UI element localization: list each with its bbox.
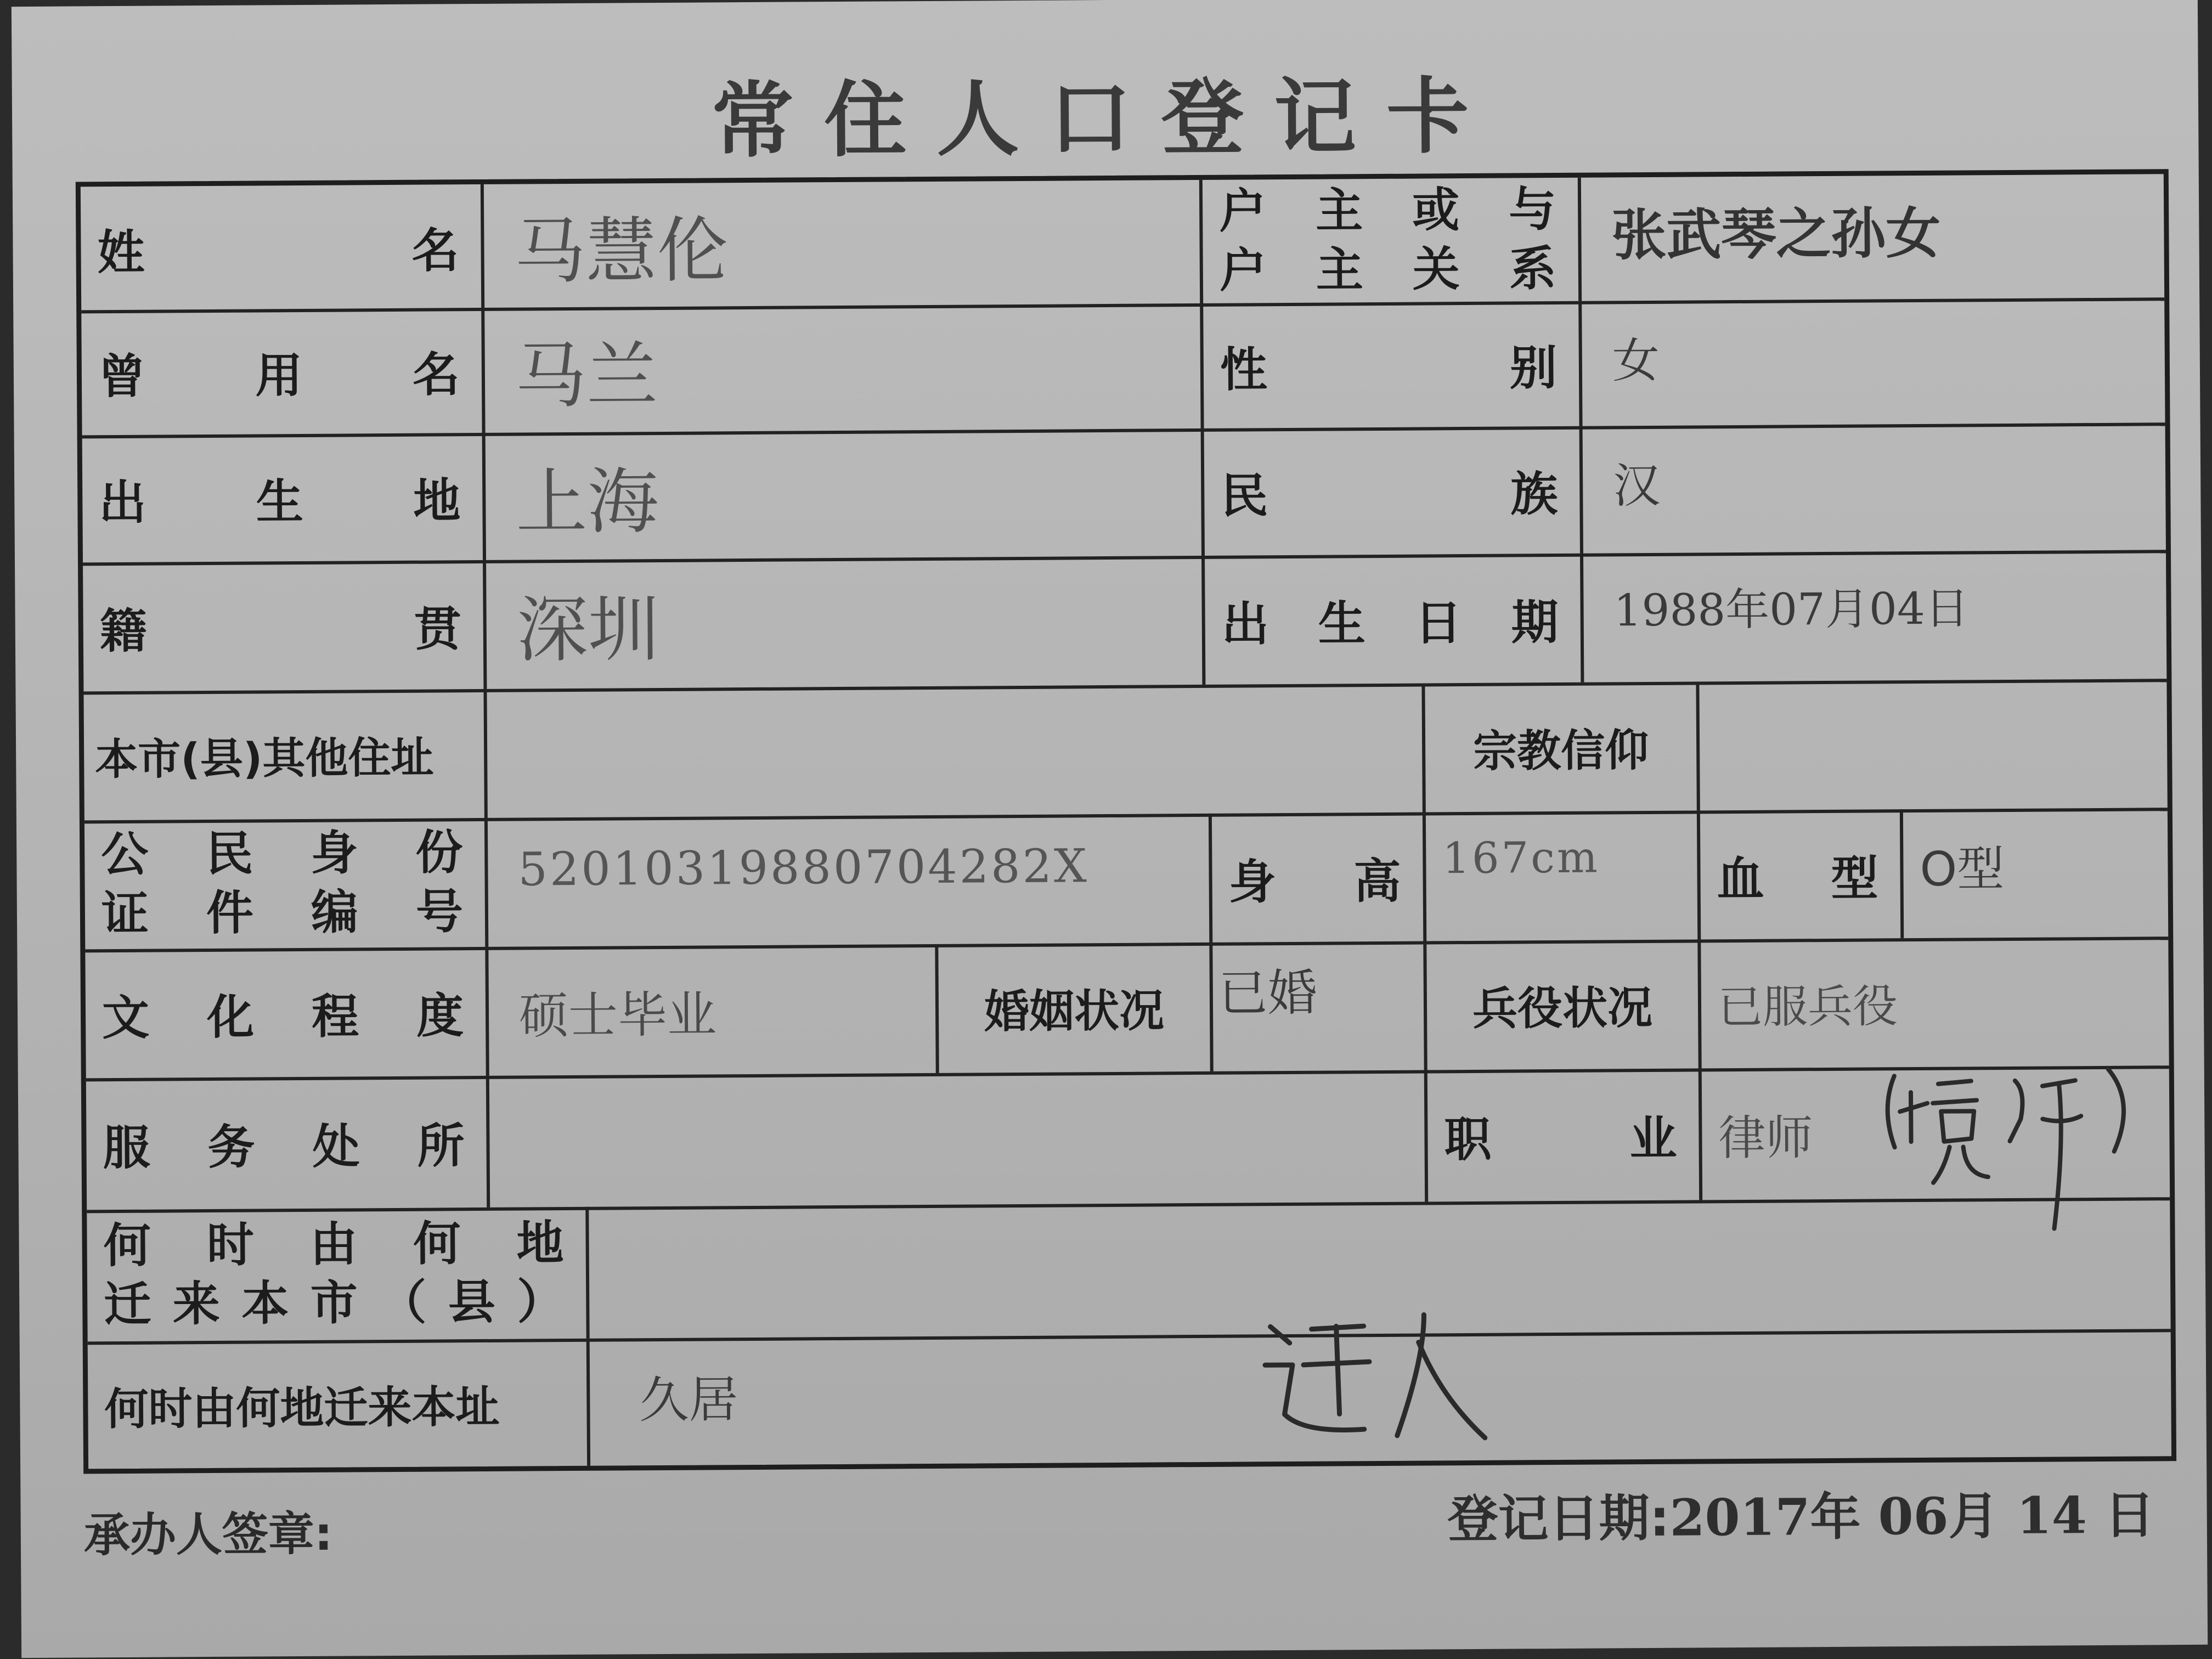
registration-date (1447, 1475, 2155, 1551)
blood-type-label: 血型 (1717, 850, 1878, 907)
gender-label: 性别 (1220, 341, 1558, 398)
row-former-name (81, 297, 2165, 438)
occupation-value: 律师 (1718, 1110, 1813, 1166)
name-label: 姓名 (97, 223, 459, 280)
relation-label-line2: 户主关系 (1219, 241, 1557, 298)
religion-value (1699, 679, 2167, 810)
id-label-line1: 公民身份 (100, 825, 463, 883)
name-value: 马慧伦 (514, 208, 729, 294)
occupation-label: 职业 (1444, 1111, 1677, 1168)
moved-city-label-line2: 迁来本市（县） (103, 1274, 565, 1333)
id-label-line2: 证件编号 (101, 884, 464, 941)
religion-label: 宗教信仰 (1472, 724, 1649, 777)
registration-date-label: 登记日期: (1447, 1488, 1670, 1549)
handwritten-jingwai (1878, 1058, 2164, 1240)
former-name-value: 马兰 (515, 333, 658, 418)
row-birthplace (82, 422, 2166, 566)
workplace-value (489, 1070, 1425, 1207)
birth-date-label: 出生日期 (1221, 595, 1559, 652)
birthplace-label: 出生地 (99, 473, 461, 531)
row-id-number (84, 808, 2168, 952)
row-moved-address (88, 1329, 2171, 1469)
military-status-value: 已服兵役 (1717, 980, 1898, 1034)
value-cell-name (484, 180, 1203, 308)
row-native-place (83, 550, 2166, 695)
handler-signature-label: 承办人签章: (83, 1506, 333, 1562)
workplace-label: 服务处所 (103, 1119, 465, 1176)
moved-address-value: 久居 (639, 1371, 738, 1430)
card-title: 常住人口登记卡 (711, 67, 1499, 170)
label-cell-name (81, 184, 484, 310)
birth-date-value: 1988年07月04日 (1613, 583, 1970, 636)
ethnicity-label: 民族 (1221, 467, 1558, 524)
registration-card (12, 0, 2208, 1658)
row-education (85, 936, 2169, 1081)
height-label: 身高 (1228, 854, 1401, 910)
moved-address-label: 何时由何地迁来本址 (104, 1381, 500, 1435)
value-cell-relation (1581, 174, 2164, 301)
former-name-label: 曾用名 (98, 347, 460, 405)
education-value: 硕士毕业 (518, 985, 717, 1045)
military-status-label: 兵役状况 (1472, 981, 1653, 1035)
native-place-label: 籍贯 (99, 601, 462, 659)
ethnicity-value: 汉 (1612, 458, 1661, 514)
row-name (81, 174, 2164, 313)
native-place-value: 深圳 (516, 588, 660, 672)
moved-city-label-line1: 何时由何地 (103, 1215, 564, 1273)
row-other-address (83, 679, 2167, 823)
other-address-value (487, 684, 1422, 818)
label-cell-relation (1203, 178, 1582, 303)
marital-status-value: 已婚 (1218, 964, 1318, 1023)
row-workplace (86, 1065, 2170, 1213)
handwritten-qianru (1259, 1304, 1491, 1448)
height-value: 167cm (1442, 833, 1600, 884)
relation-label-line1: 户主或与 (1218, 182, 1556, 239)
blood-type-value: O型 (1920, 842, 2005, 897)
birthplace-value: 上海 (515, 459, 659, 544)
id-number-value: 52010319880704282X (518, 839, 1090, 896)
other-address-label: 本市(县)其他住址 (94, 733, 434, 785)
form-grid (76, 169, 2176, 1474)
registration-date-value: 2017年 06月 14 日 (1669, 1485, 2155, 1548)
row-moved-city (87, 1197, 2170, 1345)
relation-value: 张武琴之孙女 (1611, 201, 1941, 268)
gender-value: 女 (1612, 333, 1660, 389)
education-label: 文化程度 (101, 988, 464, 1046)
marital-status-label: 婚姻状况 (984, 985, 1165, 1039)
